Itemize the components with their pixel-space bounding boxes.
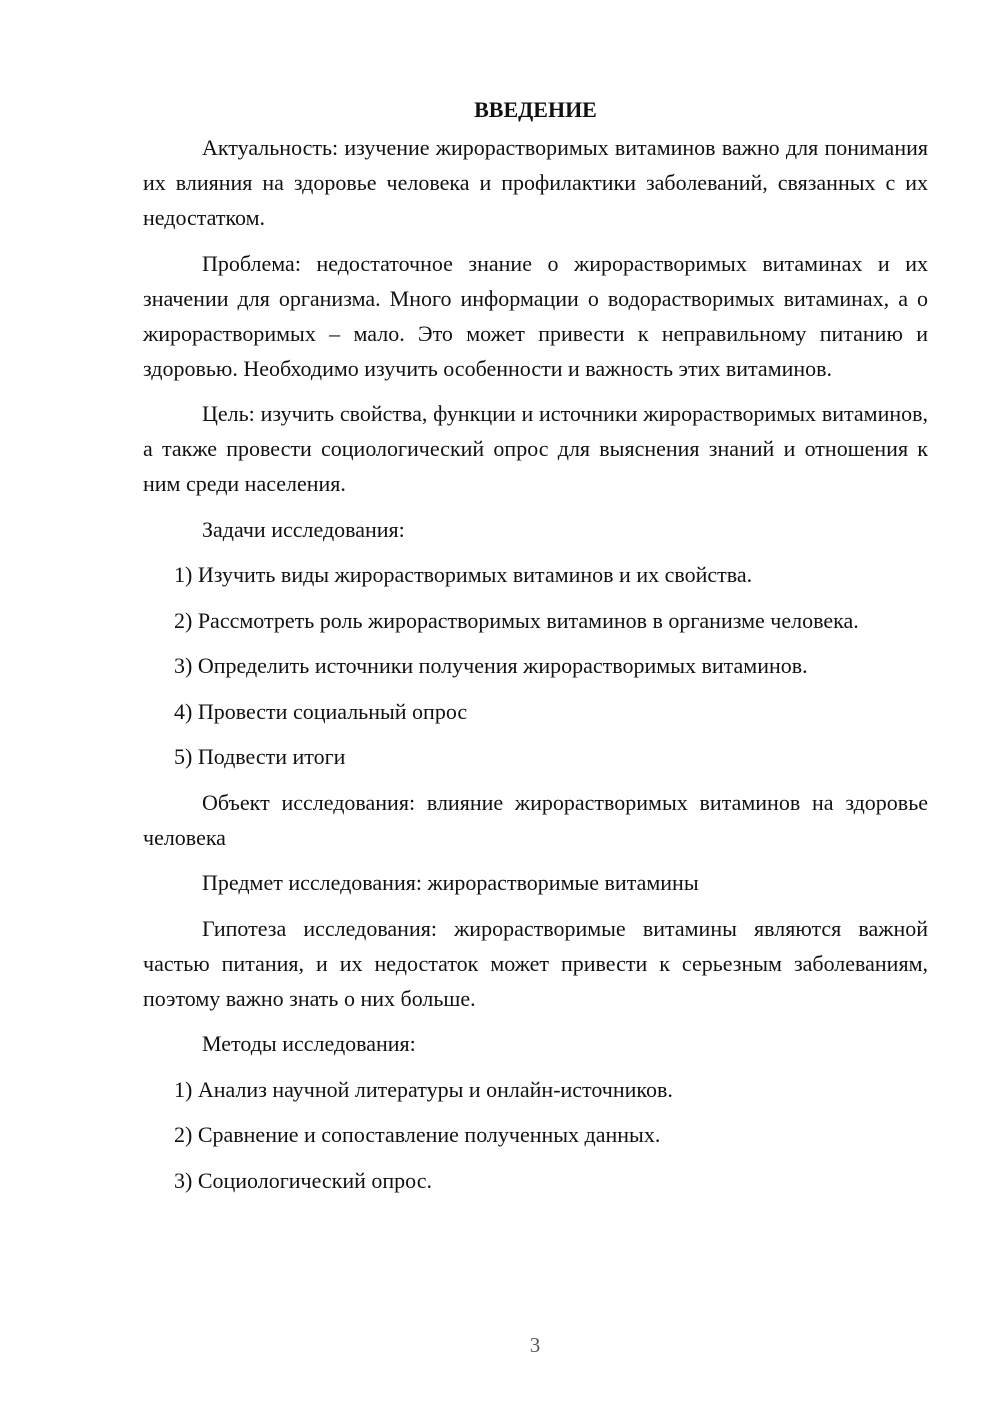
method-item: 2) Сравнение и сопоставление полученных данных. bbox=[174, 1122, 661, 1147]
task-item: 1) Изучить виды жирорастворимых витаминов и их свойства. bbox=[174, 562, 753, 587]
task-item: 4) Провести социальный опрос bbox=[174, 698, 468, 724]
page-number: 3 bbox=[529, 1333, 541, 1357]
relevance-paragraph: Актуальность: изучение жирорастворимых витаминов важно для понимания их влияния на здоровье человека и профилактики заболеваний, связанных с их недостатком. bbox=[143, 135, 928, 230]
task-item: 2) Рассмотреть роль жирорастворимых витаминов в организме человека. bbox=[174, 607, 859, 633]
hypothesis-paragraph: Гипотеза исследования: жирорастворимые витамины являются важной частью питания, и их недостаток может привести к серьезным заболеваниям, поэтому важно знать о них больше. bbox=[143, 915, 928, 1011]
goal-paragraph: Цель: изучить свойства, функции и источники жирорастворимых витаминов, а также провести социологический опрос для выяснения знаний и отношения к ним среди населения. bbox=[143, 401, 928, 496]
page-title: ВВЕДЕНИЕ bbox=[474, 97, 597, 122]
subject-paragraph: Предмет исследования: жирорастворимые витамины bbox=[202, 870, 699, 895]
problem-paragraph: Проблема: недостаточное знание о жирорастворимых витаминах и их значении для организма. Много информации о водорастворимых витаминах, а о жирорастворимых – мало. Это может привести к неправильному питанию и здоровью. Необходимо изучить особенности и важность этих витаминов. bbox=[143, 250, 928, 381]
tasks-title: Задачи исследования: bbox=[202, 516, 405, 542]
method-item: 3) Социологический опрос. bbox=[174, 1167, 432, 1193]
method-item: 1) Анализ научной литературы и онлайн-источников. bbox=[174, 1076, 673, 1102]
methods-title: Методы исследования: bbox=[202, 1031, 416, 1056]
object-paragraph: Объект исследования: влияние жирорастворимых витаминов на здоровье человека bbox=[143, 789, 928, 850]
task-item: 5) Подвести итоги bbox=[174, 744, 346, 769]
document-page bbox=[143, 92, 928, 1208]
task-item: 3) Определить источники получения жирорастворимых витаминов. bbox=[174, 653, 808, 678]
